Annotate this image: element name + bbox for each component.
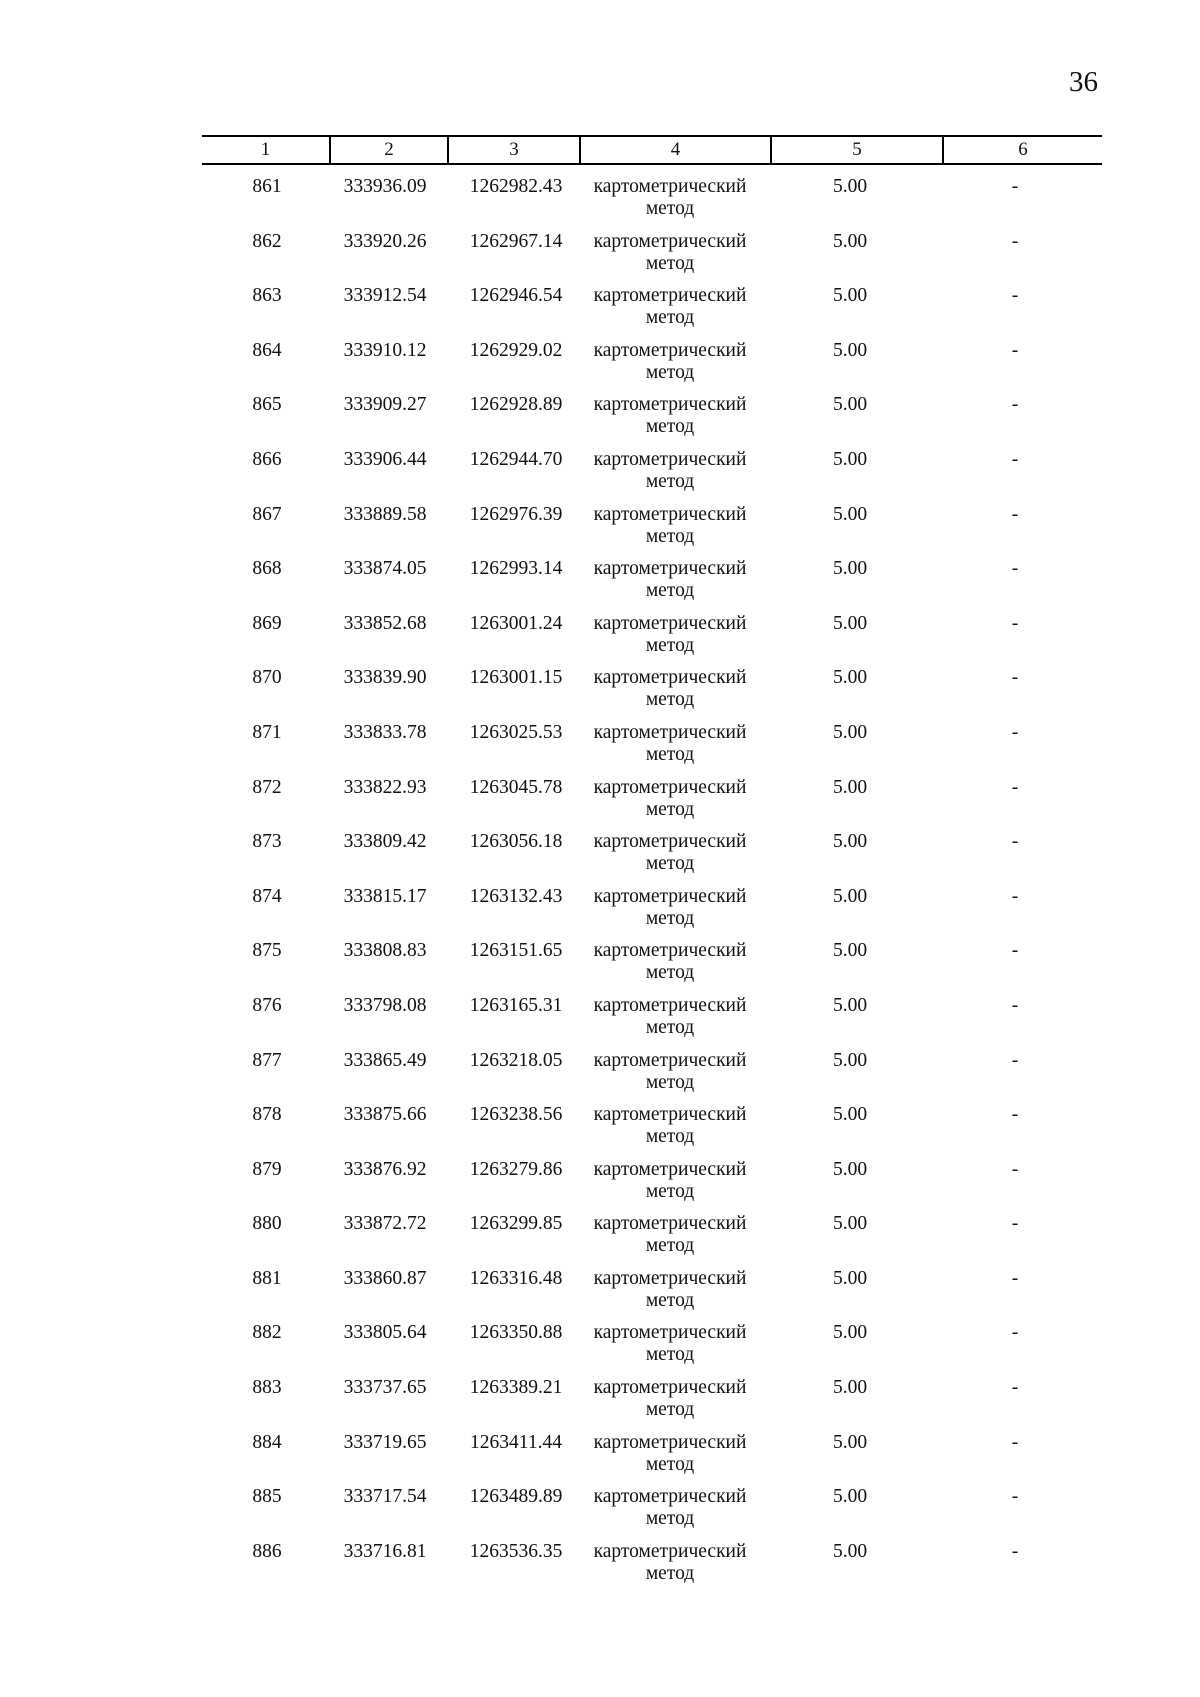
y-coordinate-cell: 1263316.48 bbox=[469, 1267, 563, 1289]
note-cell: - bbox=[1011, 339, 1019, 361]
point-number-cell: 872 bbox=[252, 776, 282, 798]
accuracy-cell: 5.00 bbox=[832, 230, 868, 252]
note-cell: - bbox=[1011, 1267, 1019, 1289]
accuracy-cell: 5.00 bbox=[832, 1158, 868, 1180]
point-number-cell: 861 bbox=[252, 176, 282, 197]
point-number-cell: 884 bbox=[252, 1431, 282, 1453]
accuracy-cell: 5.00 bbox=[832, 1486, 868, 1508]
method-cell: картометрический метод bbox=[593, 1431, 747, 1475]
accuracy-cell: 5.00 bbox=[832, 667, 868, 689]
point-number-cell: 874 bbox=[252, 885, 282, 907]
point-number-cell: 880 bbox=[252, 1213, 282, 1235]
table-row bbox=[0, 504, 1200, 559]
header-col-1: 1 bbox=[260, 139, 271, 160]
table-row bbox=[0, 940, 1200, 995]
x-coordinate-cell: 333920.26 bbox=[343, 230, 427, 252]
method-cell: картометрический метод bbox=[593, 612, 747, 656]
table-row bbox=[0, 886, 1200, 941]
accuracy-cell: 5.00 bbox=[832, 940, 868, 962]
y-coordinate-cell: 1263001.24 bbox=[469, 612, 563, 634]
x-coordinate-cell: 333936.09 bbox=[343, 176, 427, 197]
accuracy-cell: 5.00 bbox=[832, 558, 868, 580]
note-cell: - bbox=[1011, 503, 1019, 525]
x-coordinate-cell: 333716.81 bbox=[343, 1540, 427, 1562]
note-cell: - bbox=[1011, 176, 1019, 197]
x-coordinate-cell: 333809.42 bbox=[343, 831, 427, 853]
note-cell: - bbox=[1011, 1486, 1019, 1508]
y-coordinate-cell: 1263165.31 bbox=[469, 994, 563, 1016]
table-row bbox=[0, 722, 1200, 777]
point-number-cell: 866 bbox=[252, 448, 282, 470]
note-cell: - bbox=[1011, 721, 1019, 743]
accuracy-cell: 5.00 bbox=[832, 503, 868, 525]
table-row bbox=[0, 1050, 1200, 1105]
header-col-2: 2 bbox=[384, 139, 394, 160]
note-cell: - bbox=[1011, 394, 1019, 416]
table-row bbox=[0, 394, 1200, 449]
x-coordinate-cell: 333852.68 bbox=[343, 612, 427, 634]
point-number-cell: 876 bbox=[252, 994, 282, 1016]
y-coordinate-cell: 1262928.89 bbox=[469, 394, 563, 416]
y-coordinate-cell: 1263218.05 bbox=[469, 1049, 563, 1071]
note-cell: - bbox=[1011, 940, 1019, 962]
accuracy-cell: 5.00 bbox=[832, 1267, 868, 1289]
accuracy-cell: 5.00 bbox=[832, 339, 868, 361]
accuracy-cell: 5.00 bbox=[832, 776, 868, 798]
y-coordinate-cell: 1263350.88 bbox=[469, 1322, 563, 1344]
method-cell: картометрический метод bbox=[593, 1049, 747, 1093]
x-coordinate-cell: 333889.58 bbox=[343, 503, 427, 525]
table-row bbox=[0, 1104, 1200, 1159]
method-cell: картометрический метод bbox=[593, 339, 747, 383]
y-coordinate-cell: 1263299.85 bbox=[469, 1213, 563, 1235]
method-cell: картометрический метод bbox=[593, 1158, 747, 1202]
x-coordinate-cell: 333876.92 bbox=[343, 1158, 427, 1180]
x-coordinate-cell: 333865.49 bbox=[343, 1049, 427, 1071]
note-cell: - bbox=[1011, 885, 1019, 907]
point-number-cell: 862 bbox=[252, 230, 282, 252]
table-row bbox=[0, 449, 1200, 504]
x-coordinate-cell: 333719.65 bbox=[343, 1431, 427, 1453]
y-coordinate-cell: 1263279.86 bbox=[469, 1158, 563, 1180]
x-coordinate-cell: 333737.65 bbox=[343, 1377, 427, 1399]
header-col-3: 3 bbox=[509, 139, 519, 160]
point-number-cell: 885 bbox=[252, 1486, 282, 1508]
note-cell: - bbox=[1011, 1213, 1019, 1235]
note-cell: - bbox=[1011, 1377, 1019, 1399]
x-coordinate-cell: 333906.44 bbox=[343, 448, 427, 470]
y-coordinate-cell: 1262982.43 bbox=[469, 176, 563, 197]
table-row bbox=[0, 1432, 1200, 1487]
table-row bbox=[0, 1268, 1200, 1323]
accuracy-cell: 5.00 bbox=[832, 831, 868, 853]
table-row bbox=[0, 831, 1200, 886]
point-number-cell: 869 bbox=[252, 612, 282, 634]
note-cell: - bbox=[1011, 994, 1019, 1016]
header-col-6: 6 bbox=[1018, 139, 1028, 160]
note-cell: - bbox=[1011, 1540, 1019, 1562]
accuracy-cell: 5.00 bbox=[832, 285, 868, 307]
note-cell: - bbox=[1011, 831, 1019, 853]
x-coordinate-cell: 333805.64 bbox=[343, 1322, 427, 1344]
x-coordinate-cell: 333910.12 bbox=[343, 339, 427, 361]
accuracy-cell: 5.00 bbox=[832, 1049, 868, 1071]
method-cell: картометрический метод bbox=[593, 776, 747, 820]
accuracy-cell: 5.00 bbox=[832, 1322, 868, 1344]
y-coordinate-cell: 1262976.39 bbox=[469, 503, 563, 525]
accuracy-cell: 5.00 bbox=[832, 1213, 868, 1235]
method-cell: картометрический метод bbox=[593, 1377, 747, 1421]
y-coordinate-cell: 1263056.18 bbox=[469, 831, 563, 853]
method-cell: картометрический метод bbox=[593, 230, 747, 274]
table-header bbox=[202, 135, 1102, 165]
accuracy-cell: 5.00 bbox=[832, 1540, 868, 1562]
note-cell: - bbox=[1011, 1049, 1019, 1071]
table-row bbox=[0, 231, 1200, 286]
x-coordinate-cell: 333872.72 bbox=[343, 1213, 427, 1235]
x-coordinate-cell: 333875.66 bbox=[343, 1104, 427, 1126]
point-number-cell: 881 bbox=[252, 1267, 282, 1289]
point-number-cell: 865 bbox=[252, 394, 282, 416]
point-number-cell: 863 bbox=[252, 285, 282, 307]
note-cell: - bbox=[1011, 612, 1019, 634]
page-number: 36 bbox=[1069, 66, 1098, 98]
method-cell: картометрический метод bbox=[593, 721, 747, 765]
accuracy-cell: 5.00 bbox=[832, 612, 868, 634]
note-cell: - bbox=[1011, 1322, 1019, 1344]
table-row bbox=[0, 176, 1200, 231]
y-coordinate-cell: 1263045.78 bbox=[469, 776, 563, 798]
method-cell: картометрический метод bbox=[593, 503, 747, 547]
y-coordinate-cell: 1263489.89 bbox=[469, 1486, 563, 1508]
method-cell: картометрический метод bbox=[593, 285, 747, 329]
point-number-cell: 877 bbox=[252, 1049, 282, 1071]
x-coordinate-cell: 333912.54 bbox=[343, 285, 427, 307]
table-row bbox=[0, 777, 1200, 832]
method-cell: картометрический метод bbox=[593, 885, 747, 929]
y-coordinate-cell: 1263001.15 bbox=[469, 667, 563, 689]
x-coordinate-cell: 333833.78 bbox=[343, 721, 427, 743]
y-coordinate-cell: 1262967.14 bbox=[469, 230, 563, 252]
table-row bbox=[0, 667, 1200, 722]
accuracy-cell: 5.00 bbox=[832, 394, 868, 416]
method-cell: картометрический метод bbox=[593, 940, 747, 984]
y-coordinate-cell: 1263536.35 bbox=[469, 1540, 563, 1562]
x-coordinate-cell: 333822.93 bbox=[343, 776, 427, 798]
x-coordinate-cell: 333860.87 bbox=[343, 1267, 427, 1289]
y-coordinate-cell: 1263025.53 bbox=[469, 721, 563, 743]
point-number-cell: 871 bbox=[252, 721, 282, 743]
table-row bbox=[0, 613, 1200, 668]
method-cell: картометрический метод bbox=[593, 394, 747, 438]
x-coordinate-cell: 333808.83 bbox=[343, 940, 427, 962]
note-cell: - bbox=[1011, 1104, 1019, 1126]
note-cell: - bbox=[1011, 558, 1019, 580]
method-cell: картометрический метод bbox=[593, 1486, 747, 1530]
point-number-cell: 878 bbox=[252, 1104, 282, 1126]
accuracy-cell: 5.00 bbox=[832, 448, 868, 470]
y-coordinate-cell: 1263411.44 bbox=[470, 1431, 562, 1453]
method-cell: картометрический метод bbox=[593, 1213, 747, 1257]
accuracy-cell: 5.00 bbox=[832, 885, 868, 907]
note-cell: - bbox=[1011, 230, 1019, 252]
point-number-cell: 873 bbox=[252, 831, 282, 853]
y-coordinate-cell: 1262993.14 bbox=[469, 558, 563, 580]
note-cell: - bbox=[1011, 448, 1019, 470]
table-body bbox=[0, 176, 1200, 1595]
table-row bbox=[0, 1486, 1200, 1541]
method-cell: картометрический метод bbox=[593, 994, 747, 1038]
table-row bbox=[0, 285, 1200, 340]
table-row bbox=[0, 1377, 1200, 1432]
method-cell: картометрический метод bbox=[593, 558, 747, 602]
method-cell: картометрический метод bbox=[593, 176, 747, 219]
point-number-cell: 868 bbox=[252, 558, 282, 580]
table-row bbox=[0, 1213, 1200, 1268]
point-number-cell: 879 bbox=[252, 1158, 282, 1180]
y-coordinate-cell: 1262944.70 bbox=[469, 448, 563, 470]
table-row bbox=[0, 1541, 1200, 1596]
note-cell: - bbox=[1011, 1158, 1019, 1180]
accuracy-cell: 5.00 bbox=[832, 1104, 868, 1126]
x-coordinate-cell: 333874.05 bbox=[343, 558, 427, 580]
y-coordinate-cell: 1262946.54 bbox=[469, 285, 563, 307]
point-number-cell: 867 bbox=[252, 503, 282, 525]
y-coordinate-cell: 1262929.02 bbox=[469, 339, 563, 361]
accuracy-cell: 5.00 bbox=[832, 176, 868, 197]
header-col-4: 4 bbox=[670, 139, 681, 160]
note-cell: - bbox=[1011, 1431, 1019, 1453]
method-cell: картометрический метод bbox=[593, 667, 747, 711]
y-coordinate-cell: 1263151.65 bbox=[469, 940, 563, 962]
accuracy-cell: 5.00 bbox=[832, 1377, 868, 1399]
x-coordinate-cell: 333717.54 bbox=[343, 1486, 427, 1508]
method-cell: картометрический метод bbox=[593, 1540, 747, 1584]
x-coordinate-cell: 333798.08 bbox=[343, 994, 427, 1016]
x-coordinate-cell: 333909.27 bbox=[343, 394, 427, 416]
point-number-cell: 870 bbox=[252, 667, 282, 689]
accuracy-cell: 5.00 bbox=[832, 1431, 868, 1453]
point-number-cell: 864 bbox=[252, 339, 282, 361]
table-row bbox=[0, 1159, 1200, 1214]
note-cell: - bbox=[1011, 776, 1019, 798]
table-row bbox=[0, 995, 1200, 1050]
note-cell: - bbox=[1011, 285, 1019, 307]
x-coordinate-cell: 333839.90 bbox=[343, 667, 427, 689]
method-cell: картометрический метод bbox=[593, 1322, 747, 1366]
method-cell: картометрический метод bbox=[593, 1104, 747, 1148]
y-coordinate-cell: 1263132.43 bbox=[469, 885, 563, 907]
method-cell: картометрический метод bbox=[593, 831, 747, 875]
accuracy-cell: 5.00 bbox=[832, 721, 868, 743]
y-coordinate-cell: 1263389.21 bbox=[469, 1377, 563, 1399]
y-coordinate-cell: 1263238.56 bbox=[469, 1104, 563, 1126]
method-cell: картометрический метод bbox=[593, 448, 747, 492]
point-number-cell: 882 bbox=[252, 1322, 282, 1344]
note-cell: - bbox=[1011, 667, 1019, 689]
header-col-5: 5 bbox=[852, 139, 862, 160]
point-number-cell: 875 bbox=[252, 940, 282, 962]
x-coordinate-cell: 333815.17 bbox=[343, 885, 427, 907]
table-row bbox=[0, 558, 1200, 613]
method-cell: картометрический метод bbox=[593, 1267, 747, 1311]
point-number-cell: 883 bbox=[252, 1377, 282, 1399]
table-row bbox=[0, 340, 1200, 395]
point-number-cell: 886 bbox=[252, 1540, 282, 1562]
accuracy-cell: 5.00 bbox=[832, 994, 868, 1016]
table-row bbox=[0, 1322, 1200, 1377]
